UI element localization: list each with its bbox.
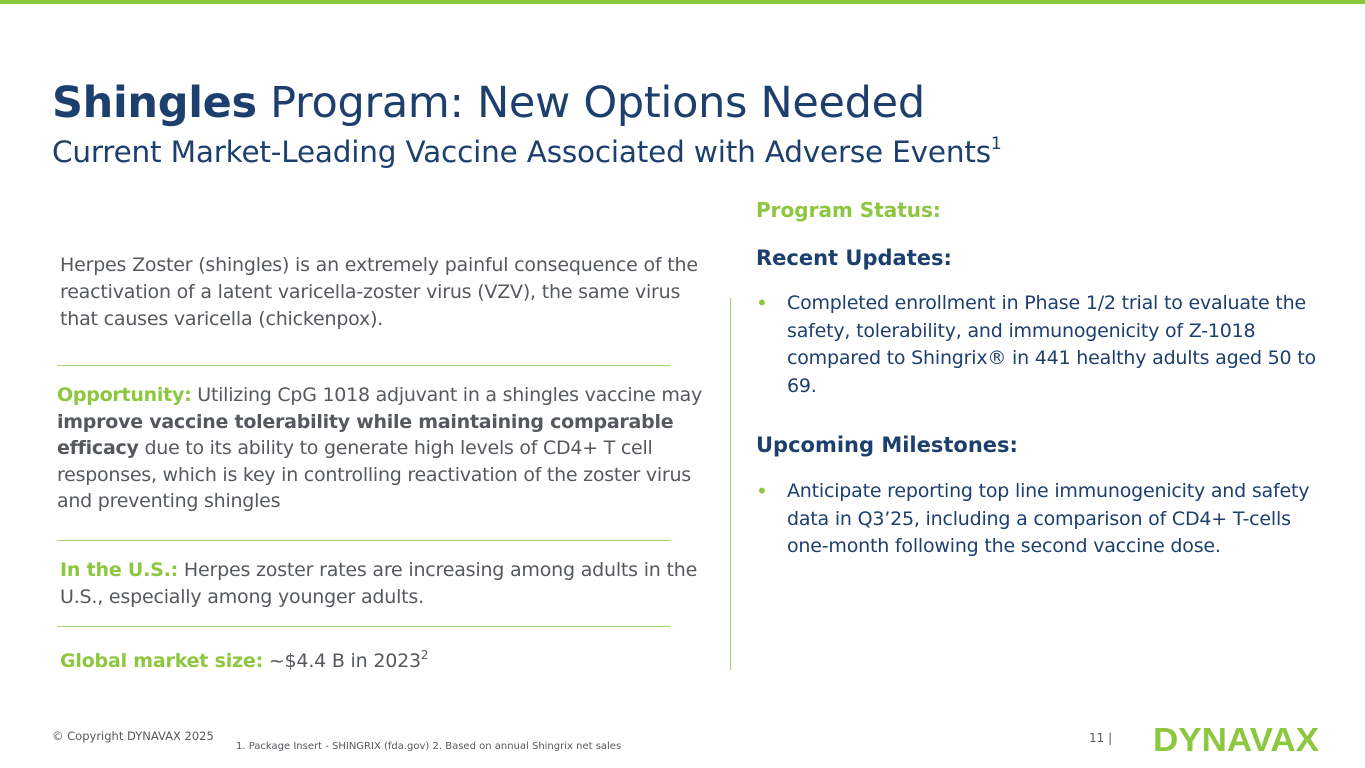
page-subtitle — [52, 134, 1001, 169]
market-value: ~$4.4 B in 2023 — [262, 650, 421, 672]
opportunity-label: Opportunity: — [57, 384, 192, 406]
logo-text: DYNAVAX — [1153, 722, 1319, 754]
divider-1 — [57, 365, 671, 366]
opportunity-text-1: Utilizing CpG 1018 adjuvant in a shingles vaccine may — [191, 384, 703, 406]
divider-2 — [57, 540, 671, 541]
upcoming-milestones-text: Anticipate reporting top line immunogenicity and safety data in Q3’25, including a comparison of CD4+ T-cells one-month following the second vaccine dose. — [787, 480, 1310, 557]
market-size — [60, 648, 428, 672]
title-bold: Shingles — [52, 78, 257, 128]
page-title — [52, 78, 925, 128]
title-rest: Program: New Options Needed — [256, 78, 925, 128]
recent-updates-heading: Recent Updates: — [756, 246, 952, 270]
market-footnote-ref: 2 — [420, 648, 429, 662]
us-paragraph — [60, 557, 710, 611]
market-label: Global market size: — [60, 650, 263, 672]
divider-3 — [57, 626, 671, 627]
upcoming-milestones-heading: Upcoming Milestones: — [756, 433, 1018, 457]
us-text: Herpes zoster rates are increasing among adults in the U.S., especially among younger adults. — [60, 559, 698, 608]
subtitle-footnote-ref: 1 — [990, 134, 1002, 154]
upcoming-milestones-bullet — [756, 478, 1316, 561]
bullet-icon: • — [756, 291, 768, 315]
copyright: © Copyright DYNAVAX 2025 — [52, 729, 214, 743]
program-status-heading: Program Status: — [756, 198, 941, 222]
opportunity-paragraph — [57, 382, 717, 515]
intro-paragraph: Herpes Zoster (shingles) is an extremely painful consequence of the reactivation of a latent varicella-zoster virus (VZV), the same virus that causes varicella (chickenpox). — [60, 254, 698, 330]
opportunity-emphasis: improve vaccine tolerability while maintaining comparable efficacy — [57, 410, 674, 459]
top-accent-bar — [0, 0, 1365, 4]
bullet-icon: • — [756, 479, 768, 503]
dynavax-logo — [1153, 722, 1321, 754]
opportunity-text-2: due to its ability to generate high levels of CD4+ T cell responses, which is key in controlling reactivation of the zoster virus and preventing shingles — [57, 437, 691, 512]
page-number: 11 | — [1089, 731, 1113, 745]
subtitle-text: Current Market-Leading Vaccine Associated with Adverse Events — [52, 135, 991, 169]
column-divider — [730, 298, 731, 670]
footnotes: 1. Package Insert - SHINGRIX (fda.gov) 2. Based on annual Shingrix net sales — [236, 741, 622, 752]
recent-updates-text: Completed enrollment in Phase 1/2 trial to evaluate the safety, tolerability, and immunogenicity of Z-1018 compared to Shingrix® in 441 healthy adults aged 50 to 69. — [787, 292, 1316, 397]
us-label: In the U.S.: — [60, 559, 179, 581]
recent-updates-bullet — [756, 290, 1316, 400]
